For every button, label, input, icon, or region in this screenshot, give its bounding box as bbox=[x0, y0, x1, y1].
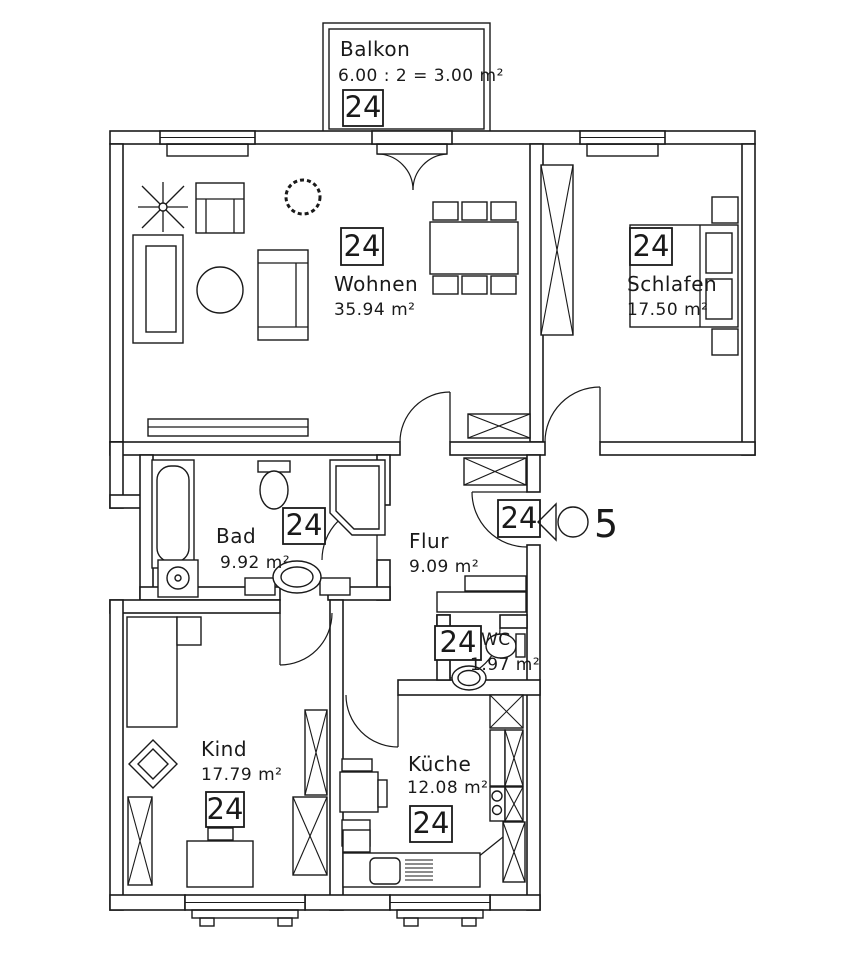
chair-icon bbox=[462, 202, 487, 220]
wardrobe-hatched-icon bbox=[305, 710, 327, 795]
room-area: 6.00 : 2 = 3.00 m² bbox=[338, 66, 504, 86]
apartment-number: 24 bbox=[343, 229, 381, 263]
window bbox=[580, 131, 665, 156]
step bbox=[465, 576, 526, 591]
window bbox=[160, 131, 255, 156]
apartment-number: 24 bbox=[285, 508, 323, 542]
window bbox=[185, 895, 305, 926]
room-kind bbox=[127, 617, 327, 887]
wall bbox=[110, 600, 280, 613]
room-area: 9.92 m² bbox=[220, 553, 291, 573]
wall bbox=[140, 455, 153, 600]
chair-icon bbox=[491, 202, 516, 220]
wardrobe-icon bbox=[127, 617, 177, 727]
balcony-door bbox=[372, 131, 452, 190]
chair-icon bbox=[491, 276, 516, 294]
room-balkon bbox=[323, 23, 504, 135]
room-area: 17.50 m² bbox=[627, 300, 709, 320]
chair-icon bbox=[462, 276, 487, 294]
nightstand-icon bbox=[712, 329, 738, 355]
door-arc bbox=[280, 613, 332, 665]
wardrobe-icon bbox=[541, 165, 573, 335]
entrance-circle-icon bbox=[558, 507, 588, 537]
room-label: Bad bbox=[216, 524, 257, 548]
wall bbox=[600, 442, 755, 455]
shower-icon bbox=[330, 460, 385, 535]
chair-icon bbox=[433, 276, 458, 294]
dining-table-icon bbox=[430, 202, 518, 294]
chair-icon bbox=[208, 828, 233, 840]
room-wohnen bbox=[133, 180, 518, 436]
room-area: 35.94 m² bbox=[334, 300, 416, 320]
wall bbox=[527, 545, 540, 910]
sofa-icon bbox=[258, 250, 308, 340]
room-area: 9.09 m² bbox=[409, 557, 480, 577]
wall bbox=[450, 442, 545, 455]
entrance-marker bbox=[498, 500, 618, 546]
stove-icon bbox=[490, 787, 505, 821]
apartment-number: 24 bbox=[344, 90, 382, 124]
washing-machine-icon bbox=[158, 560, 198, 597]
room-schlafen bbox=[541, 165, 738, 355]
apartment-number: 24 bbox=[412, 806, 450, 840]
desk-icon bbox=[187, 828, 253, 887]
sideboard-icon bbox=[148, 419, 308, 436]
room-bad bbox=[152, 460, 385, 597]
room-label: Küche bbox=[408, 752, 472, 776]
plant-icon bbox=[138, 182, 188, 232]
door-arc bbox=[346, 695, 398, 747]
apartment-number: 24 bbox=[500, 501, 538, 535]
wall bbox=[110, 895, 185, 910]
nightstand-icon bbox=[712, 197, 738, 223]
wardrobe-hatched-icon bbox=[128, 797, 152, 885]
apartment-number: 24 bbox=[632, 229, 670, 263]
bathtub-icon bbox=[152, 460, 194, 568]
apartment-number: 24 bbox=[439, 625, 477, 659]
shaft-hatched bbox=[468, 414, 530, 438]
step bbox=[437, 592, 526, 612]
wall bbox=[500, 615, 527, 628]
wall bbox=[110, 442, 400, 455]
chair-diamond-icon bbox=[129, 740, 177, 788]
wall bbox=[110, 144, 123, 442]
wall bbox=[742, 144, 755, 455]
staircase-number: 5 bbox=[594, 502, 619, 546]
room-label: Kind bbox=[201, 737, 248, 761]
sofa-icon bbox=[133, 235, 183, 343]
chair-icon bbox=[342, 759, 372, 771]
wall bbox=[527, 455, 540, 492]
room-label: Balkon bbox=[340, 37, 411, 61]
window bbox=[390, 895, 490, 926]
wreath-plant-icon bbox=[286, 180, 320, 214]
chair-icon bbox=[433, 202, 458, 220]
room-kueche bbox=[340, 695, 525, 887]
shaft-hatched bbox=[464, 458, 526, 485]
wall bbox=[490, 895, 540, 910]
room-area: 1.97 m² bbox=[470, 655, 541, 675]
room-label: Flur bbox=[409, 529, 449, 553]
round-table-icon bbox=[197, 267, 243, 313]
wall bbox=[305, 895, 390, 910]
room-flur bbox=[409, 500, 618, 577]
room-label: WC bbox=[481, 630, 511, 650]
room-label: Schlafen bbox=[627, 272, 718, 296]
armchair-icon bbox=[196, 183, 244, 233]
wardrobe-hatched-icon bbox=[293, 797, 327, 875]
door-arc bbox=[545, 387, 600, 442]
shelf-icon bbox=[177, 617, 201, 645]
room-area: 12.08 m² bbox=[407, 778, 489, 798]
apartment-number: 24 bbox=[206, 792, 244, 826]
room-label: Wohnen bbox=[334, 272, 419, 296]
door-arc bbox=[400, 392, 450, 442]
toilet-icon bbox=[258, 461, 290, 509]
wall bbox=[110, 600, 123, 910]
wall bbox=[330, 600, 343, 910]
room-area: 17.79 m² bbox=[201, 765, 283, 785]
